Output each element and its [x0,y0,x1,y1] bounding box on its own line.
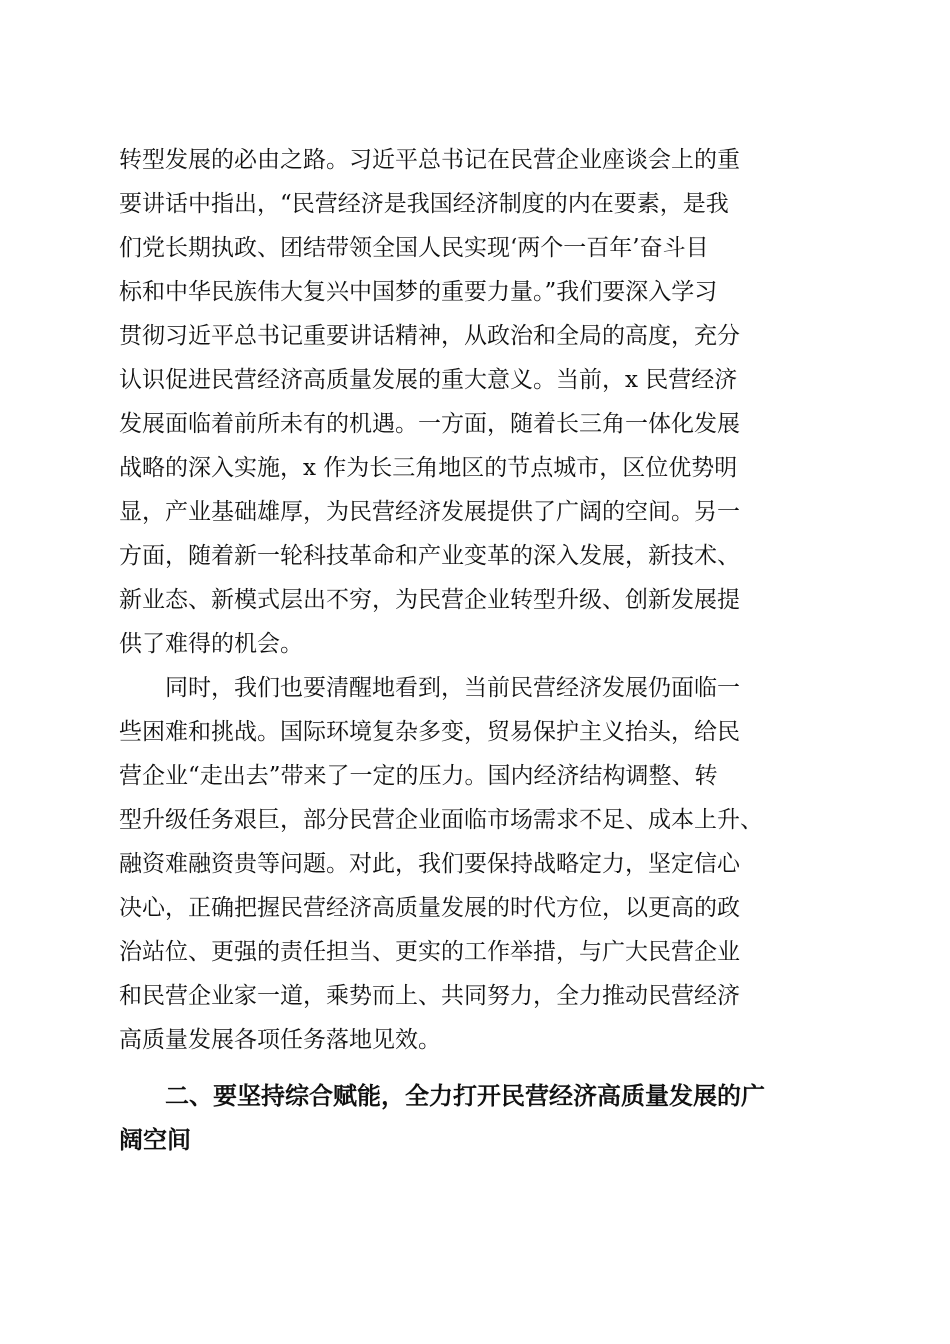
text-line-11: 新业态、新模式层出不穷，为民营企业转型升级、创新发展提 [119,587,740,613]
text-line-9: 显，产业基础雄厚，为民营经济发展提供了广阔的空间。另一 [119,499,740,525]
paragraph-2-line-8: 和民营企业家一道，乘势而上、共同努力，全力推动民营经济 [119,983,740,1009]
text-line-8: 战略的深入实施，x 作为长三角地区的节点城市，区位优势明 [119,455,738,481]
text-line-5: 贯彻习近平总书记重要讲话精神，从政治和全局的高度，充分 [119,323,740,349]
paragraph-2-line-6: 决心，正确把握民营经济高质量发展的时代方位，以更高的政 [119,895,740,921]
text-line-3: 们党长期执政、团结带领全国人民实现‘两个一百年’奋斗目 [119,235,709,261]
paragraph-2-line-7: 治站位、更强的责任担当、更实的工作举措，与广大民营企业 [119,939,740,965]
section-heading-line-1: 二、要坚持综合赋能，全力打开民营经济高质量发展的广 [165,1082,765,1110]
paragraph-2-line-4: 型升级任务艰巨，部分民营企业面临市场需求不足、成本上升、 [119,807,763,833]
text-line-1: 转型发展的必由之路。习近平总书记在民营企业座谈会上的重 [119,147,740,173]
paragraph-2-line-9: 高质量发展各项任务落地见效。 [119,1027,441,1053]
text-line-6: 认识促进民营经济高质量发展的重大意义。当前，x 民营经济 [119,367,738,393]
text-line-10: 方面，随着新一轮科技革命和产业变革的深入发展，新技术、 [119,543,740,569]
paragraph-2-line-5: 融资难融资贵等问题。对此，我们要保持战略定力，坚定信心 [119,851,740,877]
text-line-7: 发展面临着前所未有的机遇。一方面，随着长三角一体化发展 [119,411,740,437]
paragraph-2-line-2: 些困难和挑战。国际环境复杂多变，贸易保护主义抬头，给民 [119,719,740,745]
text-line-2: 要讲话中指出，“民营经济是我国经济制度的内在要素，是我 [119,191,729,217]
paragraph-2-line-3: 营企业“走出去”带来了一定的压力。国内经济结构调整、转 [119,763,718,789]
section-heading-line-2: 阔空间 [119,1126,191,1154]
text-line-12: 供了难得的机会。 [119,631,303,657]
paragraph-2-line-1: 同时，我们也要清醒地看到，当前民营经济发展仍面临一 [165,675,740,701]
text-line-4: 标和中华民族伟大复兴中国梦的重要力量。”我们要深入学习 [119,279,718,305]
